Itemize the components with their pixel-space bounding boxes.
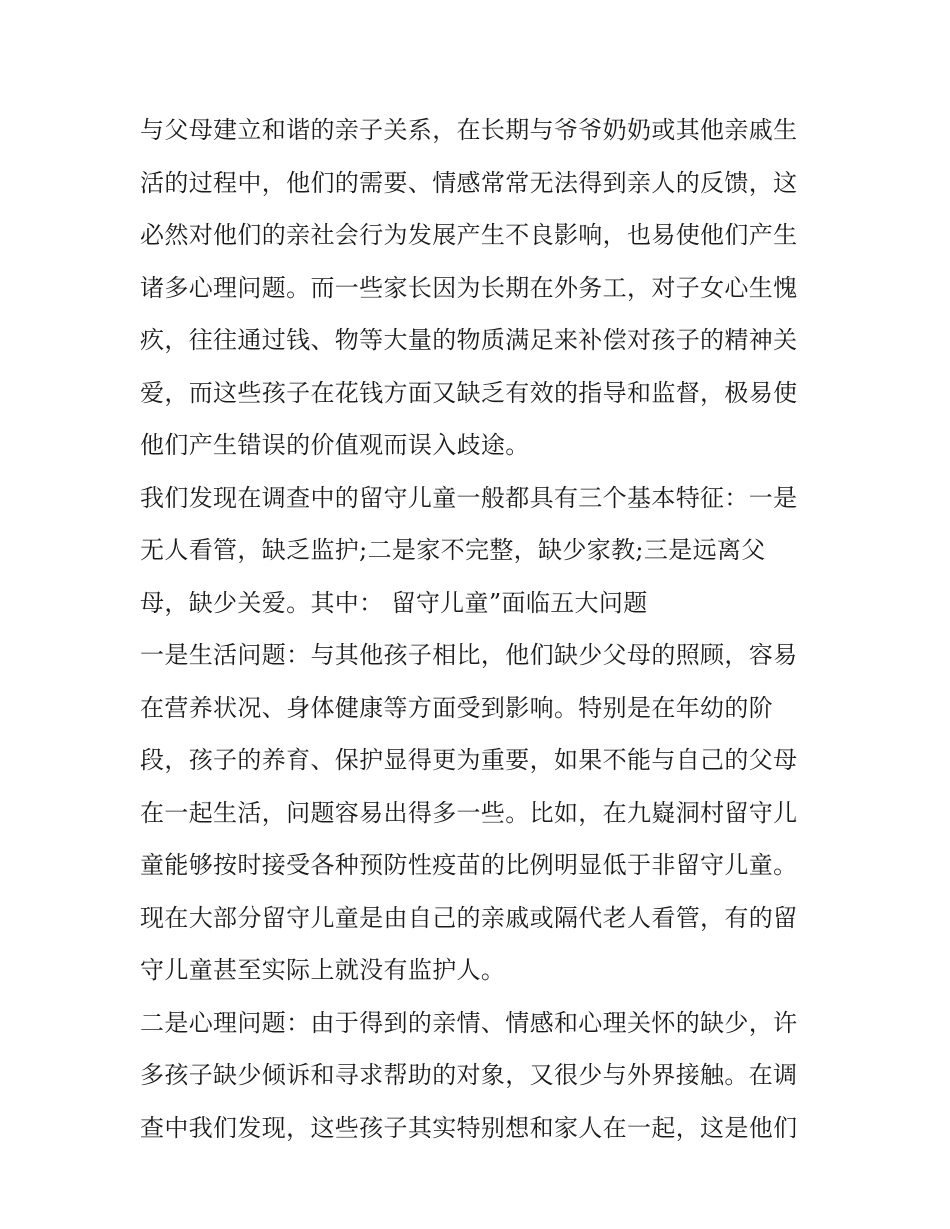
text-line: 段，孩子的养育、保护显得更为重要，如果不能与自己的父母	[140, 746, 798, 774]
text-line: 在一起生活，问题容易出得多一些。比如，在九嶷洞村留守儿	[140, 798, 798, 827]
text-line: 现在大部分留守儿童是由自己的亲戚或隔代老人看管，有的留	[140, 903, 798, 932]
text-line: 多孩子缺少倾诉和寻求帮助的对象，又很少与外界接触。在调	[140, 1061, 798, 1089]
text-line: 二是心理问题：由于得到的亲情、情感和心理关怀的缺少，许	[140, 1008, 798, 1037]
text-line: 在营养状况、身体健康等方面受到影响。特别是在年幼的阶	[140, 693, 774, 722]
text-line: 诸多心理问题。而一些家长因为长期在外务工，对子女心生愧	[140, 273, 798, 302]
body-text	[140, 104, 820, 1154]
text-line: 守儿童甚至实际上就没有监护人。	[140, 956, 506, 984]
text-line: 查中我们发现，这些孩子其实特别想和家人在一起，这是他们	[140, 1113, 798, 1142]
text-line: 一是生活问题：与其他孩子相比，他们缺少父母的照顾，容易	[140, 641, 798, 669]
text-line: 爱，而这些孩子在花钱方面又缺乏有效的指导和监督，极易使	[140, 378, 798, 407]
text-line: 疚，往往通过钱、物等大量的物质满足来补偿对孩子的精神关	[140, 326, 798, 354]
text-line: 他们产生错误的价值观而误入歧途。	[140, 431, 530, 459]
text-line: 我们发现在调查中的留守儿童一般都具有三个基本特征：一是	[140, 483, 798, 512]
text-line: 无人看管，缺乏监护;二是家不完整，缺少家教;三是远离父	[140, 536, 766, 564]
text-line: 与父母建立和谐的亲子关系，在长期与爷爷奶奶或其他亲戚生	[140, 116, 798, 144]
text-line: 活的过程中，他们的需要、情感常常无法得到亲人的反馈，这	[140, 168, 798, 197]
text-line: 母，缺少关爱。其中： 留守儿童”面临五大问题	[140, 588, 648, 617]
text-line: 童能够按时接受各种预防性疫苗的比例明显低于非留守儿童。	[140, 851, 798, 879]
text-line: 必然对他们的亲社会行为发展产生不良影响，也易使他们产生	[140, 221, 798, 249]
